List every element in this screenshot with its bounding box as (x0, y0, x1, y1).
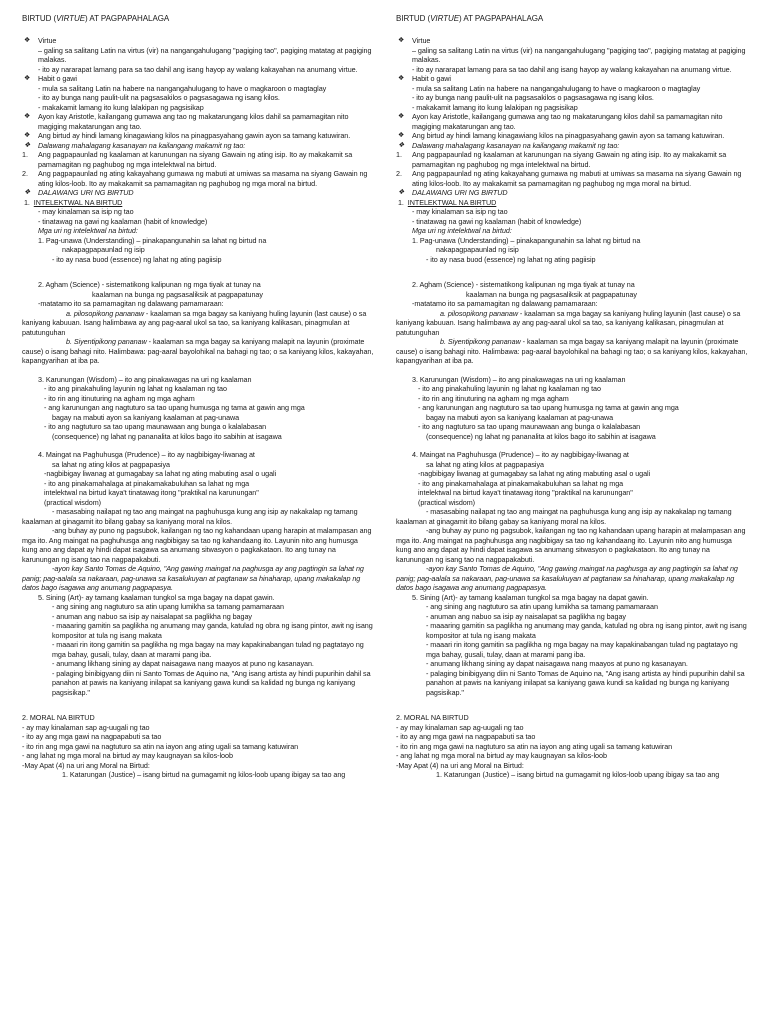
maingat-quote: -ayon kay Santo Tomas de Aquino, "Ang gawing maingat na paghusga ay ang pagtingin sa lahat ng panig; pag-aalala sa nakaraan, pag-unawa sa kasalukuyan at pagtanaw sa hinaharap, upang makakalap ng datos bago isagawa ang anumang pagpapasya. (396, 564, 738, 592)
virtue-line: - ito ay nararapat lamang para sa tao dahil ang isang hayop ay walang kakayahan na anumang virtue. (412, 64, 732, 74)
intelektwal-line: - tinatawag na gawi ng kaalaman (habit of knowledge) (412, 216, 582, 226)
left-column (22, 14, 374, 780)
moral-line: -May Apat (4) na uri ang Moral na Birtud: (22, 760, 150, 770)
sining-line: - maaari rin itong gamitin sa paglikha ng mga bagay na may kapakinabangan tulad ng pagtatayo ng mga bahay, gusali, tulay, daan at marami pang iba. (52, 640, 364, 659)
sining-line: - palaging binibigyang diin ni Santo Tomas de Aquino na, "Ang isang artista ay hindi pupurihin dahil sa panahon at pawis na kaniyang inilapat sa kaniyang gawa kundi sa kalidad ng bunga ng kaniyang pagsisikap." (426, 668, 745, 697)
habit-line: - makakamit lamang ito kung lalakipan ng pagsisikap (412, 102, 578, 112)
maingat-line: -nagbibigay liwanag at gumagabay sa lahat ng ating mabuting asal o ugali (418, 469, 651, 478)
habit-heading: ❖ Habit o gawi (396, 74, 748, 84)
habit-line: - ito ay bunga nang paulit-ulit na pagsasakilos o pagsasagawa ng isang kilos. (412, 93, 654, 102)
agham-title: 2. Agham (Science) - sistematikong kalipunan ng mga tiyak at tunay na (412, 280, 635, 289)
maingat-line: - ito ang pinakamahalaga at pinakamakabuluhan sa lahat ng mga (44, 478, 250, 488)
virtue-line: - ito ay nararapat lamang para sa tao dahil ang isang hayop ay walang kakayahan na anumang virtue. (38, 64, 358, 74)
agham-b: b. Siyentipikong pananaw - kaalaman sa mga bagay sa kaniyang malapit na layunin (proximate cause) o isang bahagi nito. Halimbawa: pag-aaral bayolohikal na bahagi ng tao; o sa kaniyang kilos, kakayahan, kapangyarihan at iba pa. (396, 337, 748, 365)
sining-line: - anumang likhang sining ay dapat naisagawa nang maayos at puno ng kasanayan. (52, 659, 314, 668)
agham-title-cont: kaalaman na bunga ng pagsasaliksik at pagpapatunay (92, 289, 263, 299)
karunungan-title: 3. Karunungan (Wisdom) – ito ang pinakawagas na uri ng kaalaman (38, 374, 252, 384)
sining-line: - maaaring gamitin sa paglikha ng anumang may ganda, katulad ng obra ng isang pintor, awit ng isang kompositor at tula ng isang makata (426, 621, 747, 640)
maingat-line: -nagbibigay liwanag at gumagabay sa lahat ng ating mabuting asal o ugali (44, 469, 277, 478)
moral-line: 1. Katarungan (Justice) – isang birtud na gumagamit ng kilos-loob upang ibigay sa tao ang (62, 770, 346, 779)
moral-line: - ang lahat ng mga moral na birtud ay may kaugnayan sa kilos-loob (396, 751, 607, 760)
habit-line: - ito ay bunga nang paulit-ulit na pagsasakilos o pagsasagawa ng isang kilos. (38, 93, 280, 102)
agham-a: a. pilosopikong pananaw - kaalaman sa mga bagay sa kaniyang huling layunin (last cause) o sa kaniyang kabuuan. Isang halimbawa ay ang pag-aaral ukol sa tao, sa kaniyang kalikasan, pinagmulan at patutunguhan (22, 308, 367, 337)
agham-intro: -matatamo ito sa pamamagitan ng dalawang pamamaraan: (38, 299, 224, 308)
intelektwal-line: - tinatawag na gawi ng kaalaman (habit of knowledge) (38, 216, 208, 226)
dalawang-uri-heading: ❖ DALAWANG URI NG BIRTUD (22, 188, 374, 198)
karunungan-line: bagay na mabuti ayon sa kaniyang kaalaman at pag-unawa (52, 412, 240, 422)
maingat-line: (practical wisdom) (418, 497, 476, 507)
document-title: BIRTUD (VIRTUE) AT PAGPAPAHALAGA (396, 14, 544, 23)
intelektwal-heading: 1. INTELEKTWAL NA BIRTUD (397, 197, 497, 207)
moral-line: - ay may kinalaman sap ag-uugali ng tao (396, 722, 524, 732)
virtue-line: – galing sa salitang Latin na virtus (vir) na nangangahulugang "pagiging tao", pagiging matatag at pagiging malakas. (38, 45, 372, 64)
pag-unawa-line: nakapagpapaunlad ng isip (436, 245, 519, 254)
maingat-para: - masasabing nailapat ng tao ang maingat na paghuhusga kung ang isip ay nakakalap ng tamang kaalaman at ginagamit ito bilang gabay sa kaniyang moral na kilos. (396, 507, 732, 526)
agham-a: a. pilosopikong pananaw - kaalaman sa mga bagay sa kaniyang huling layunin (last cause) o sa kaniyang kabuuan. Isang halimbawa ay ang pag-aaral ukol sa tao, sa kaniyang kalikasan, pinagmulan at patutunguhan (396, 308, 741, 337)
karunungan-line: - ito rin ang itinuturing na agham ng mga agham (418, 393, 569, 403)
kasanayan-item: 2. Ang pagpapaunlad ng ating kakayahang gumawa ng mabuti at umiwas sa masama na siyang Gawain ng ating kilos-loob. Ito ay makakamit sa pamamagitan ng paghubog ng mga moral na birtud. (22, 169, 368, 188)
maingat-quote: -ayon kay Santo Tomas de Aquino, "Ang gawing maingat na paghusga ay ang pagtingin sa lahat ng panig; pag-aalala sa nakaraan, pag-unawa sa kasalukuyan at pagtanaw sa hinaharap, upang makakalap ng datos bago isagawa ang anumang pagpapasya. (22, 564, 364, 592)
sining-line: - anuman ang nabuo sa isip ay naisalapat sa paglikha ng bagay (426, 611, 626, 621)
moral-line: - ito ay ang mga gawi na nagpapabuti sa tao (396, 732, 536, 741)
agham-title-cont: kaalaman na bunga ng pagsasaliksik at pagpapatunay (466, 289, 637, 299)
maingat-para: -ang buhay ay puno ng pagsubok, kailangan ng tao ng kahandaan upang harapin at malampasan ang mga ito. Ang maingat na paghuhusga ang nagbibigay sa tao ng kahandaang ito. Layunin nito ang humusga kung ano ang dapat ay hindi dapat isagawa sa anumang sitwasyon o pagkakataon. Ito ang tunay na karunungan ng isang tao na nagpapakabuti. (396, 526, 746, 564)
karunungan-line: - ito rin ang itinuturing na agham ng mga agham (44, 393, 195, 403)
agham-b: b. Siyentipikong pananaw - kaalaman sa mga bagay sa kaniyang malapit na layunin (proximate cause) o isang bahagi nito. Halimbawa: pag-aaral bayolohikal na bahagi ng tao; o sa kaniyang kilos, kakayahan, kapangyarihan at iba pa. (22, 337, 374, 365)
pag-unawa-line: - ito ay nasa buod (essence) ng lahat ng ating pagiisip (426, 254, 596, 264)
sining-line: - maaaring gamitin sa paglikha ng anumang may ganda, katulad ng obra ng isang pintor, awit ng isang kompositor at tula ng isang makata (52, 621, 373, 640)
maingat-line: intelektwal na birtud kaya't tinatawag itong "praktikal na karunungan" (418, 488, 633, 497)
karunungan-line: (consequence) ng lahat ng pananalita at kilos bago ito sabihin at isagawa (426, 431, 656, 441)
moral-line: - ay may kinalaman sap ag-uugali ng tao (22, 722, 150, 732)
kasanayan-item: 2. Ang pagpapaunlad ng ating kakayahang gumawa ng mabuti at umiwas sa masama na siyang Gawain ng ating kilos-loob. Ito ay makakamit sa pamamagitan ng paghubog ng mga moral na birtud. (396, 169, 742, 188)
karunungan-line: - ang karunungan ang nagtuturo sa tao upang humusga ng tama at gawin ang mga (418, 403, 679, 412)
dalawang-uri-heading: ❖ DALAWANG URI NG BIRTUD (396, 188, 748, 198)
intelektwal-line: Mga uri ng intelektwal na birtud: (38, 226, 138, 235)
moral-line: 1. Katarungan (Justice) – isang birtud na gumagamit ng kilos-loob upang ibigay sa tao ang (436, 770, 720, 779)
sining-line: - anuman ang nabuo sa isip ay naisalapat sa paglikha ng bagay (52, 611, 252, 621)
aristotle-line: ❖ Ayon kay Aristotle, kailangang gumawa ang tao ng makatarungang kilos dahil sa pamamagitan nito magiging makatarungan ang tao. (22, 112, 374, 131)
karunungan-line: - ito ang pinakahuling layunin ng lahat ng kaalaman ng tao (418, 384, 601, 393)
habit-heading: ❖ Habit o gawi (22, 74, 374, 84)
moral-line: - ang lahat ng mga moral na birtud ay may kaugnayan sa kilos-loob (22, 751, 233, 760)
moral-heading: 2. MORAL NA BIRTUD (396, 713, 469, 722)
maingat-line: (practical wisdom) (44, 497, 102, 507)
sining-line: - maaari rin itong gamitin sa paglikha ng mga bagay na may kapakinabangan tulad ng pagtatayo ng mga bahay, gusali, tulay, daan at marami pang iba. (426, 640, 738, 659)
kasanayan-item: 1. Ang pagpapaunlad ng kaalaman at karunungan na siyang Gawain ng ating isip. Ito ay makakamit sa pamamagitan ng paghubog ng mga intelektwal na birtud. (396, 150, 727, 169)
moral-line: - ito ay ang mga gawi na nagpapabuti sa tao (22, 732, 162, 741)
virtue-line: – galing sa salitang Latin na virtus (vir) na nangangahulugang "pagiging tao", pagiging matatag at pagiging malakas. (412, 45, 746, 64)
sining-line: - anumang likhang sining ay dapat naisagawa nang maayos at puno ng kasanayan. (426, 659, 688, 668)
intelektwal-line: - may kinalaman sa isip ng tao (412, 207, 508, 216)
habit-line: - mula sa salitang Latin na habere na nangangahulugang to have o magkaroon o magtaglay (38, 83, 327, 93)
virtue-heading: ❖ Virtue (22, 36, 374, 46)
habit-line: - makakamit lamang ito kung lalakipan ng pagsisikap (38, 102, 204, 112)
pag-unawa-title: 1. Pag-unawa (Understanding) – pinakapangunahin sa lahat ng birtud na (38, 235, 267, 245)
intelektwal-heading: 1. INTELEKTWAL NA BIRTUD (23, 197, 123, 207)
moral-line: - ito rin ang mga gawi na nagtuturo sa atin na iayon ang ating ugali sa tamang katuwiran (396, 741, 673, 751)
sining-line: - ang sining ang nagtuturo sa atin upang lumikha sa tamang pamamaraan (52, 602, 284, 611)
birtud-line: ❖ Ang birtud ay hindi lamang kinagawiang kilos na pinagpasyahang gawin ayon sa tamang katuwiran. (22, 131, 374, 141)
pag-unawa-line: - ito ay nasa buod (essence) ng lahat ng ating pagiisip (52, 254, 222, 264)
maingat-line: intelektwal na birtud kaya't tinatawag itong "praktikal na karunungan" (44, 488, 259, 497)
karunungan-line: bagay na mabuti ayon sa kaniyang kaalaman at pag-unawa (426, 412, 614, 422)
sining-line: - ang sining ang nagtuturo sa atin upang lumikha sa tamang pamamaraan (426, 602, 658, 611)
karunungan-line: - ito ang nagtuturo sa tao upang maunawaan ang bunga o kalalabasan (418, 422, 641, 431)
aristotle-line: ❖ Ayon kay Aristotle, kailangang gumawa ang tao ng makatarungang kilos dahil sa pamamagitan nito magiging makatarungan ang tao. (396, 112, 748, 131)
kasanayan-heading: ❖ Dalawang mahalagang kasanayan na kailangang makamit ng tao: (22, 141, 374, 151)
karunungan-line: - ito ang nagtuturo sa tao upang maunawaan ang bunga o kalalabasan (44, 422, 267, 431)
kasanayan-item: 1. Ang pagpapaunlad ng kaalaman at karunungan na siyang Gawain ng ating isip. Ito ay makakamit sa pamamagitan ng paghubog ng mga intelektwal na birtud. (22, 150, 353, 169)
moral-line: -May Apat (4) na uri ang Moral na Birtud: (396, 760, 524, 770)
moral-heading: 2. MORAL NA BIRTUD (22, 713, 95, 722)
sining-title: 5. Sining (Art)- ay tamang kaalaman tungkol sa mga bagay na dapat gawin. (38, 592, 275, 602)
intelektwal-line: Mga uri ng intelektwal na birtud: (412, 226, 512, 235)
moral-line: - ito rin ang mga gawi na nagtuturo sa atin na iayon ang ating ugali sa tamang katuwiran (22, 741, 299, 751)
karunungan-title: 3. Karunungan (Wisdom) – ito ang pinakawagas na uri ng kaalaman (412, 374, 626, 384)
sining-title: 5. Sining (Art)- ay tamang kaalaman tungkol sa mga bagay na dapat gawin. (412, 592, 649, 602)
document-title: BIRTUD (VIRTUE) AT PAGPAPAHALAGA (22, 14, 170, 23)
kasanayan-heading: ❖ Dalawang mahalagang kasanayan na kailangang makamit ng tao: (396, 141, 748, 151)
agham-intro: -matatamo ito sa pamamagitan ng dalawang pamamaraan: (412, 299, 598, 308)
maingat-title: 4. Maingat na Paghuhusga (Prudence) – ito ay nagbibigay-liwanag at (38, 450, 255, 459)
maingat-line: sa lahat ng ating kilos at pagpapasiya (52, 459, 170, 469)
karunungan-line: - ang karunungan ang nagtuturo sa tao upang humusga ng tama at gawin ang mga (44, 403, 305, 412)
karunungan-line: - ito ang pinakahuling layunin ng lahat ng kaalaman ng tao (44, 384, 227, 393)
maingat-para: -ang buhay ay puno ng pagsubok, kailangan ng tao ng kahandaan upang harapin at malampasan ang mga ito. Ang maingat na paghuhusga ang nagbibigay sa tao ng kahandaang ito. Layunin nito ang humusga kung ano ang dapat ay hindi dapat isagawa sa anumang sitwasyon o pagkakataon. Ito ang tunay na karunungan ng isang tao na nagpapakabuti. (22, 526, 372, 564)
right-column (396, 14, 748, 780)
pag-unawa-title: 1. Pag-unawa (Understanding) – pinakapangunahin sa lahat ng birtud na (412, 235, 641, 245)
agham-title: 2. Agham (Science) - sistematikong kalipunan ng mga tiyak at tunay na (38, 280, 261, 289)
sining-line: - palaging binibigyang diin ni Santo Tomas de Aquino na, "Ang isang artista ay hindi pupurihin dahil sa panahon at pawis na kaniyang inilapat sa kaniyang gawa kundi sa kalidad ng bunga ng kaniyang pagsisikap." (52, 668, 371, 697)
intelektwal-line: - may kinalaman sa isip ng tao (38, 207, 134, 216)
maingat-line: sa lahat ng ating kilos at pagpapasiya (426, 459, 544, 469)
maingat-para: - masasabing nailapat ng tao ang maingat na paghuhusga kung ang isip ay nakakalap ng tamang kaalaman at ginagamit ito bilang gabay sa kaniyang moral na kilos. (22, 507, 358, 526)
birtud-line: ❖ Ang birtud ay hindi lamang kinagawiang kilos na pinagpasyahang gawin ayon sa tamang katuwiran. (396, 131, 748, 141)
karunungan-line: (consequence) ng lahat ng pananalita at kilos bago ito sabihin at isagawa (52, 431, 282, 441)
virtue-heading: ❖ Virtue (396, 36, 748, 46)
maingat-title: 4. Maingat na Paghuhusga (Prudence) – ito ay nagbibigay-liwanag at (412, 450, 629, 459)
habit-line: - mula sa salitang Latin na habere na nangangahulugang to have o magkaroon o magtaglay (412, 83, 701, 93)
pag-unawa-line: nakapagpapaunlad ng isip (62, 245, 145, 254)
maingat-line: - ito ang pinakamahalaga at pinakamakabuluhan sa lahat ng mga (418, 478, 624, 488)
